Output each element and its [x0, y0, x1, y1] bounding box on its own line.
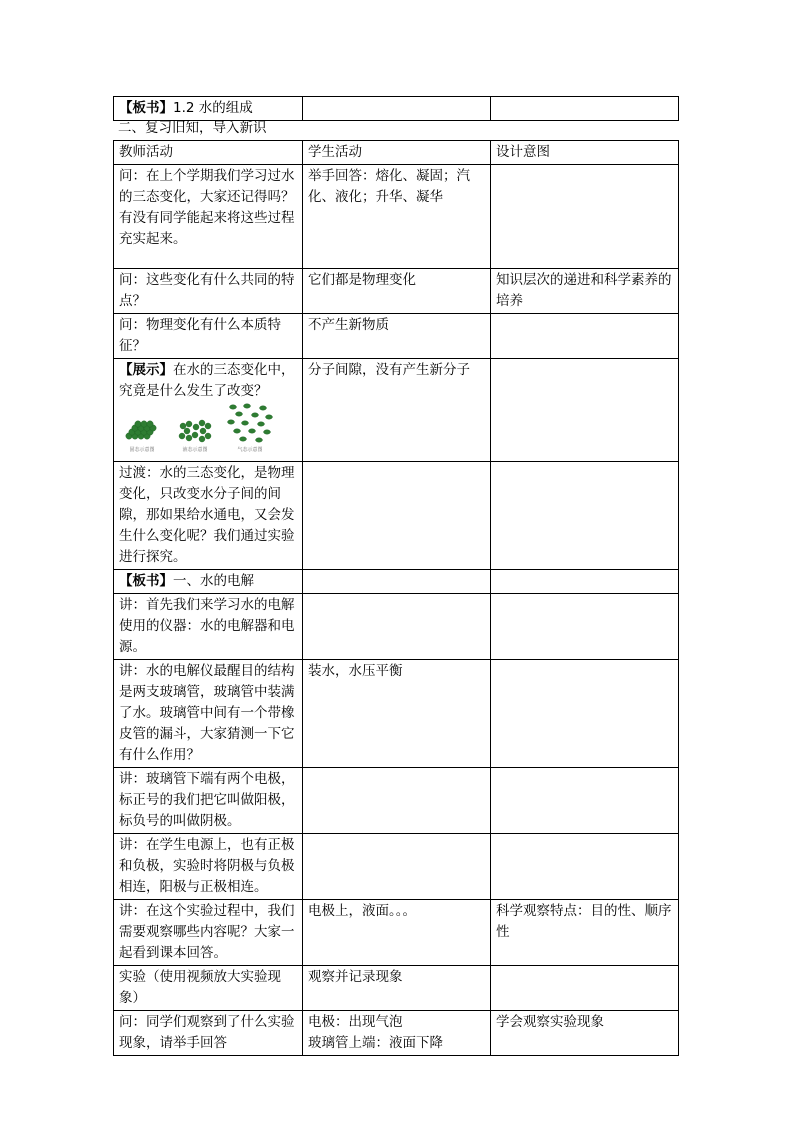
student-text: 举手回答：熔化、凝固；汽化、液化；升华、凝华 [303, 165, 491, 269]
liquid-caption: 液态示意图 [182, 447, 208, 453]
student-text [303, 768, 491, 834]
header-student: 学生活动 [303, 141, 491, 165]
header-design: 设计意图 [491, 141, 679, 165]
board-tag: 【板书】 [119, 573, 173, 589]
student-text [303, 594, 491, 660]
table-row [114, 269, 679, 314]
table-row [114, 834, 679, 900]
student-text: 不产生新物质 [303, 314, 491, 359]
lesson-table [113, 140, 679, 1056]
show-tag: 【展示】 [119, 362, 173, 378]
student-text [303, 834, 491, 900]
design-text: 学会观察实验现象 [491, 1011, 679, 1056]
student-text: 电极上，液面。。。 [303, 900, 491, 966]
teacher-text: 问：这些变化有什么共同的特点？ [114, 269, 303, 314]
design-text [491, 570, 679, 594]
design-text [491, 462, 679, 570]
design-text [491, 660, 679, 768]
student-text: 分子间隙，没有产生新分子 [303, 359, 491, 462]
teacher-text: 在水的三态变化中，究竟是什么发生了改变？ [119, 362, 295, 399]
student-text: 观察并记录现象 [303, 966, 491, 1011]
student-text: 电极：出现气泡 [308, 1014, 403, 1030]
liquid-state-image [175, 414, 215, 454]
table-row [114, 594, 679, 660]
table-row [114, 900, 679, 966]
board-title-cell [114, 97, 303, 121]
teacher-text: 讲：水的电解仪最醒目的结构是两支玻璃管，玻璃管中装满了水。玻璃管中间有一个带橡皮管的漏斗，大家猜测一下它有什么作用？ [114, 660, 303, 768]
design-text: 科学观察特点：目的性、顺序性 [491, 900, 679, 966]
table-row [114, 570, 679, 594]
teacher-text: 讲：在学生电源上，也有正极和负极，实验时将阴极与负极相连，阳极与正极相连。 [114, 834, 303, 900]
table-row [114, 462, 679, 570]
design-text [491, 768, 679, 834]
student-text: 玻璃管上端：液面下降 [308, 1035, 443, 1051]
student-text: 它们都是物理变化 [303, 269, 491, 314]
table-row [114, 966, 679, 1011]
table-row [114, 359, 679, 462]
empty-cell [491, 97, 679, 121]
design-text [491, 834, 679, 900]
gas-caption: 气态示意图 [237, 447, 263, 453]
table-row [114, 660, 679, 768]
student-text [303, 462, 491, 570]
teacher-text: 讲：首先我们来学习水的电解使用的仪器：水的电解器和电源。 [114, 594, 303, 660]
table-row [114, 1011, 679, 1056]
table-row [114, 314, 679, 359]
design-text [491, 594, 679, 660]
teacher-text: 问：物理变化有什么本质特征？ [114, 314, 303, 359]
header-teacher: 教师活动 [114, 141, 303, 165]
gas-state-image [225, 402, 275, 454]
solid-caption: 固态示意图 [129, 447, 155, 453]
design-text [491, 359, 679, 462]
table-header-row [114, 141, 679, 165]
three-states-image [119, 406, 297, 454]
table-row [114, 768, 679, 834]
table-row [114, 165, 679, 269]
board-tag: 【板书】 [119, 100, 173, 116]
teacher-text: 有没有同学能起来将这些过程充实起来。 [119, 210, 295, 247]
design-text [491, 966, 679, 1011]
teacher-text: 问：同学们观察到了什么实验现象，请举手回答 [114, 1011, 303, 1056]
section-heading: 二、复习旧知，导入新识 [118, 120, 267, 136]
design-text [491, 314, 679, 359]
board-title-text: 1.2 水的组成 [173, 100, 253, 116]
design-text [491, 165, 679, 269]
student-text [303, 570, 491, 594]
teacher-text: 问：在上个学期我们学习过水的三态变化，大家还记得吗？ [119, 168, 295, 205]
empty-cell [303, 97, 491, 121]
teacher-text: 一、水的电解 [173, 573, 254, 589]
teacher-text: 讲：在这个实验过程中，我们需要观察哪些内容呢？大家一起看到课本回答。 [114, 900, 303, 966]
teacher-text: 过渡：水的三态变化，是物理变化，只改变水分子间的间隙，那如果给水通电，又会发生什么变化呢？我们通过实验进行探究。 [114, 462, 303, 570]
solid-state-image [119, 414, 165, 454]
student-text: 装水，水压平衡 [303, 660, 491, 768]
design-text: 知识层次的递进和科学素养的培养 [491, 269, 679, 314]
teacher-text: 实验（使用视频放大实验现象） [114, 966, 303, 1011]
teacher-text: 讲：玻璃管下端有两个电极，标正号的我们把它叫做阳极，标负号的叫做阴极。 [114, 768, 303, 834]
